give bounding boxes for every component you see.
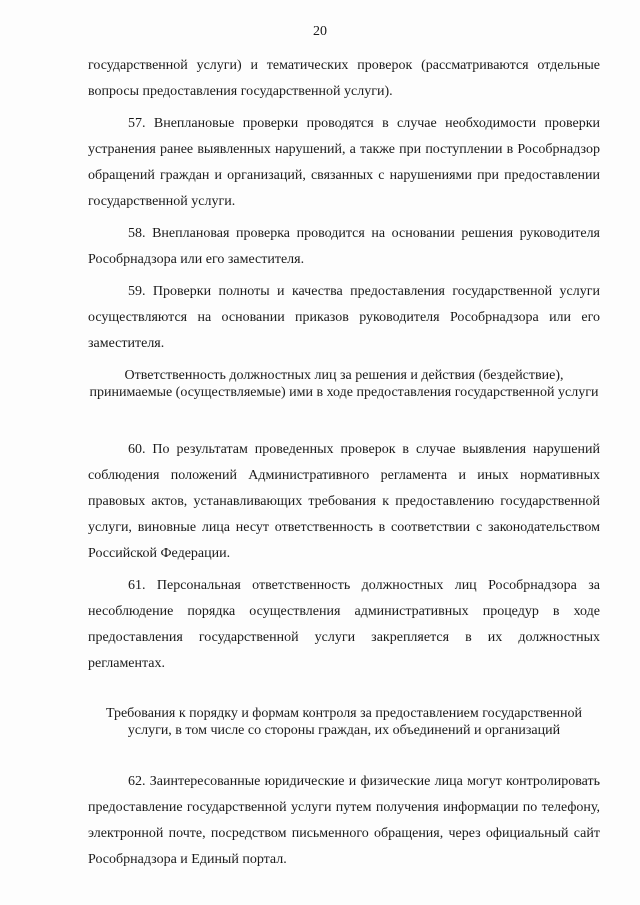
paragraph-continued: государственной услуги) и тематических проверок (рассматриваются отдельные вопросы предоставления государственной услуги). [88, 58, 600, 99]
section-heading-responsibility: Ответственность должностных лиц за решения и действия (бездействие), принимаемые (осуществляемые) ими в ходе предоставления государственной услуги [89, 368, 599, 400]
paragraph-62: 62. Заинтересованные юридические и физические лица могут контролировать предоставление государственной услуги путем получения информации по телефону, электронной почте, посредством письменного обращения, через официальный сайт Рособрнадзора и Единый портал. [88, 774, 600, 867]
section-heading-control-requirements: Требования к порядку и формам контроля за предоставлением государственной услуги, в том числе со стороны граждан, их объединений и организаций [105, 706, 583, 738]
page-number: 20 [313, 24, 327, 39]
paragraph-59: 59. Проверки полноты и качества предоставления государственной услуги осуществляются на основании приказов руководителя Рособрнадзора или его заместителя. [88, 284, 600, 351]
paragraph-58: 58. Внеплановая проверка проводится на основании решения руководителя Рособрнадзора или его заместителя. [88, 226, 600, 267]
paragraph-60: 60. По результатам проведенных проверок в случае выявления нарушений соблюдения положений Административного регламента и иных нормативных правовых актов, устанавливающих требования к предоставлению государственной услуги, виновные лица несут ответственность в соответствии с законодательством Российской Федерации. [88, 442, 600, 561]
paragraph-57: 57. Внеплановые проверки проводятся в случае необходимости проверки устранения ранее выявленных нарушений, а также при поступлении в Рособрнадзор обращений граждан и организаций, связанных с нарушениями при предоставлении государственной услуги. [88, 116, 600, 209]
document-body [88, 53, 600, 879]
paragraph-61: 61. Персональная ответственность должностных лиц Рособрнадзора за несоблюдение порядка осуществления административных процедур в ходе предоставления государственной услуги закрепляется в их должностных регламентах. [88, 578, 600, 671]
